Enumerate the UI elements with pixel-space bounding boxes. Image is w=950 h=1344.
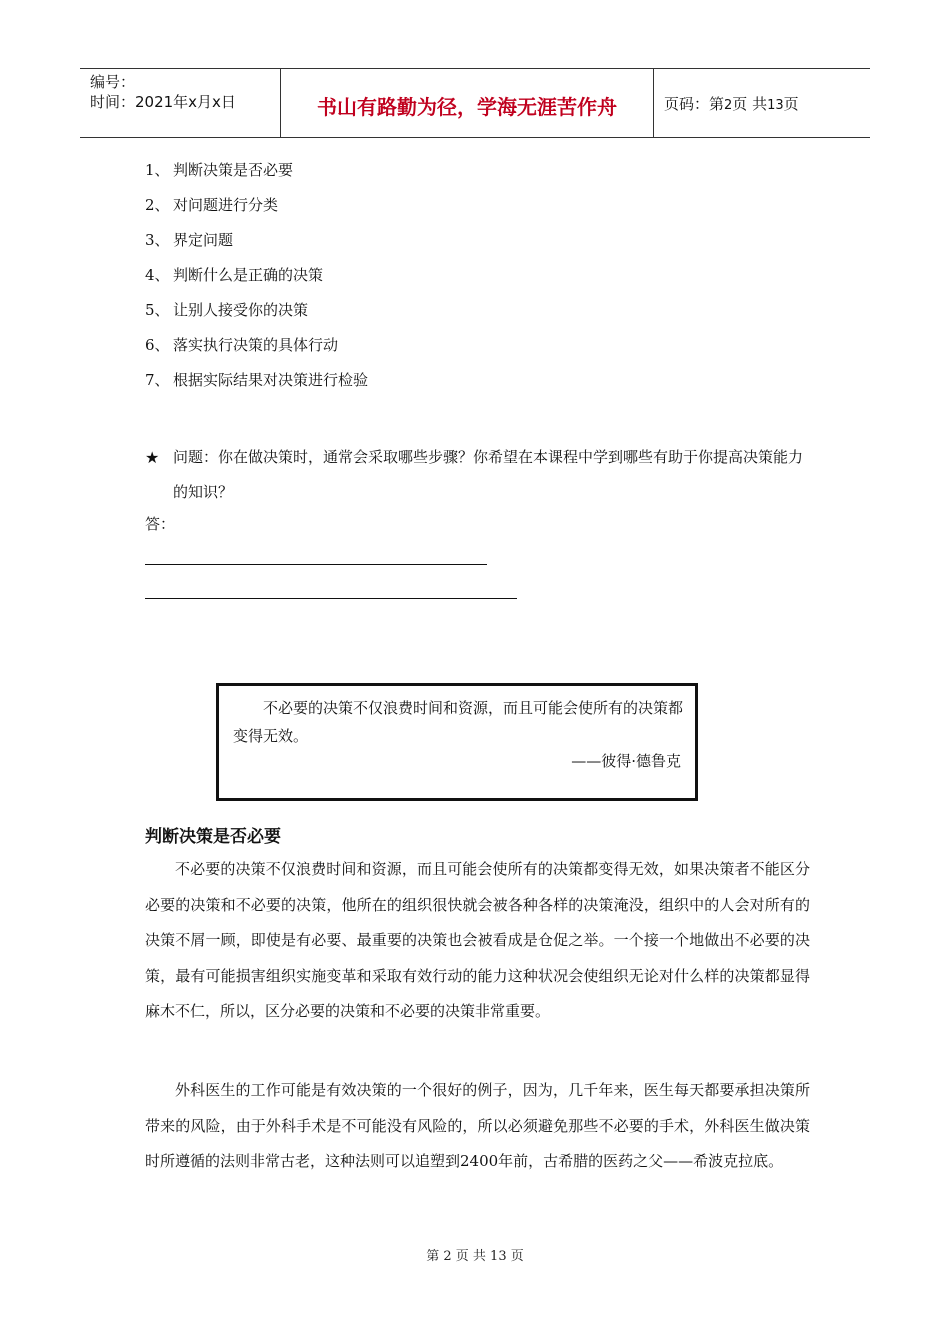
star-icon: ★	[145, 448, 160, 467]
page-header	[80, 68, 870, 138]
page-prefix: 页码：第	[664, 95, 725, 113]
list-item-text: 判断决策是否必要	[173, 161, 294, 179]
body-paragraph: 不必要的决策不仅浪费时间和资源，而且可能会使所有的决策都变得无效，如果决策者不能区分必要的决策和不必要的决策，他所在的组织很快就会被各种各样的决策淹没，组织中的人会对所有的决策不屑一顾，即使是有必要、最重要的决策也会被看成是仓促之举。一个接一个地做出不必要的决策，最有可能损害组织实施变革和采取有效行动的能力这种状况会使组织无论对什么样的决策都显得麻木不仁，所以，区分必要的决策和不必要的决策非常重要。	[145, 860, 810, 1021]
list-item-text: 落实执行决策的具体行动	[173, 336, 339, 354]
list-item-number: 2、	[145, 196, 170, 214]
answer-label: 答：	[145, 515, 176, 533]
page-footer: 第 2 页 共 13 页	[426, 1249, 524, 1264]
list-item	[145, 298, 368, 333]
page-current: 2	[724, 98, 733, 113]
list-item-text: 判断什么是正确的决策	[173, 266, 324, 284]
list-item-number: 4、	[145, 266, 170, 284]
decision-steps-list	[145, 158, 368, 403]
list-item-text: 让别人接受你的决策	[173, 301, 309, 319]
answer-line[interactable]	[145, 598, 517, 599]
document-time-label: 时间：2021年x月x日	[90, 93, 236, 111]
list-item-number: 3、	[145, 231, 170, 249]
list-item	[145, 368, 368, 403]
body-paragraph: 外科医生的工作可能是有效决策的一个很好的例子，因为，几千年来，医生每天都要承担决策所带来的风险，由于外科手术是不可能没有风险的，所以必须避免那些不必要的手术，外科医生做决策时所遵循的法则非常古老，这种法则可以追塑到2400年前，古希腊的医药之父——希波克拉底。	[145, 1081, 810, 1171]
page-suffix: 页	[783, 95, 799, 113]
header-meta-cell	[80, 69, 281, 137]
question-text: 问题：你在做决策时，通常会采取哪些步骤？你希望在本课程中学到哪些有助于你提高决策能力的知识？	[173, 448, 804, 501]
quote-author: ——彼得·德鲁克	[571, 752, 681, 770]
list-item-text: 界定问题	[173, 231, 234, 249]
list-item-text: 根据实际结果对决策进行检验	[173, 371, 369, 389]
list-item	[145, 228, 368, 263]
section-heading: 判断决策是否必要	[145, 827, 281, 847]
page-mid: 页 共	[732, 95, 768, 113]
question-block	[145, 440, 815, 510]
list-item-number: 7、	[145, 371, 170, 389]
list-item	[145, 193, 368, 228]
list-item-number: 6、	[145, 336, 170, 354]
header-page-cell	[654, 69, 870, 137]
list-item	[145, 333, 368, 368]
answer-line[interactable]	[145, 564, 487, 565]
header-motto-cell	[281, 69, 654, 137]
list-item	[145, 158, 368, 193]
list-item	[145, 263, 368, 298]
quote-box	[216, 683, 698, 801]
document-number-label: 编号：	[90, 73, 136, 91]
quote-text: 不必要的决策不仅浪费时间和资源，而且可能会使所有的决策都变得无效。	[233, 699, 684, 745]
page-total: 13	[767, 98, 784, 113]
list-item-text: 对问题进行分类	[173, 196, 279, 214]
header-page-number	[664, 93, 799, 114]
list-item-number: 5、	[145, 301, 170, 319]
header-motto: 书山有路勤为径，学海无涯苦作舟	[317, 95, 617, 119]
list-item-number: 1、	[145, 161, 170, 179]
